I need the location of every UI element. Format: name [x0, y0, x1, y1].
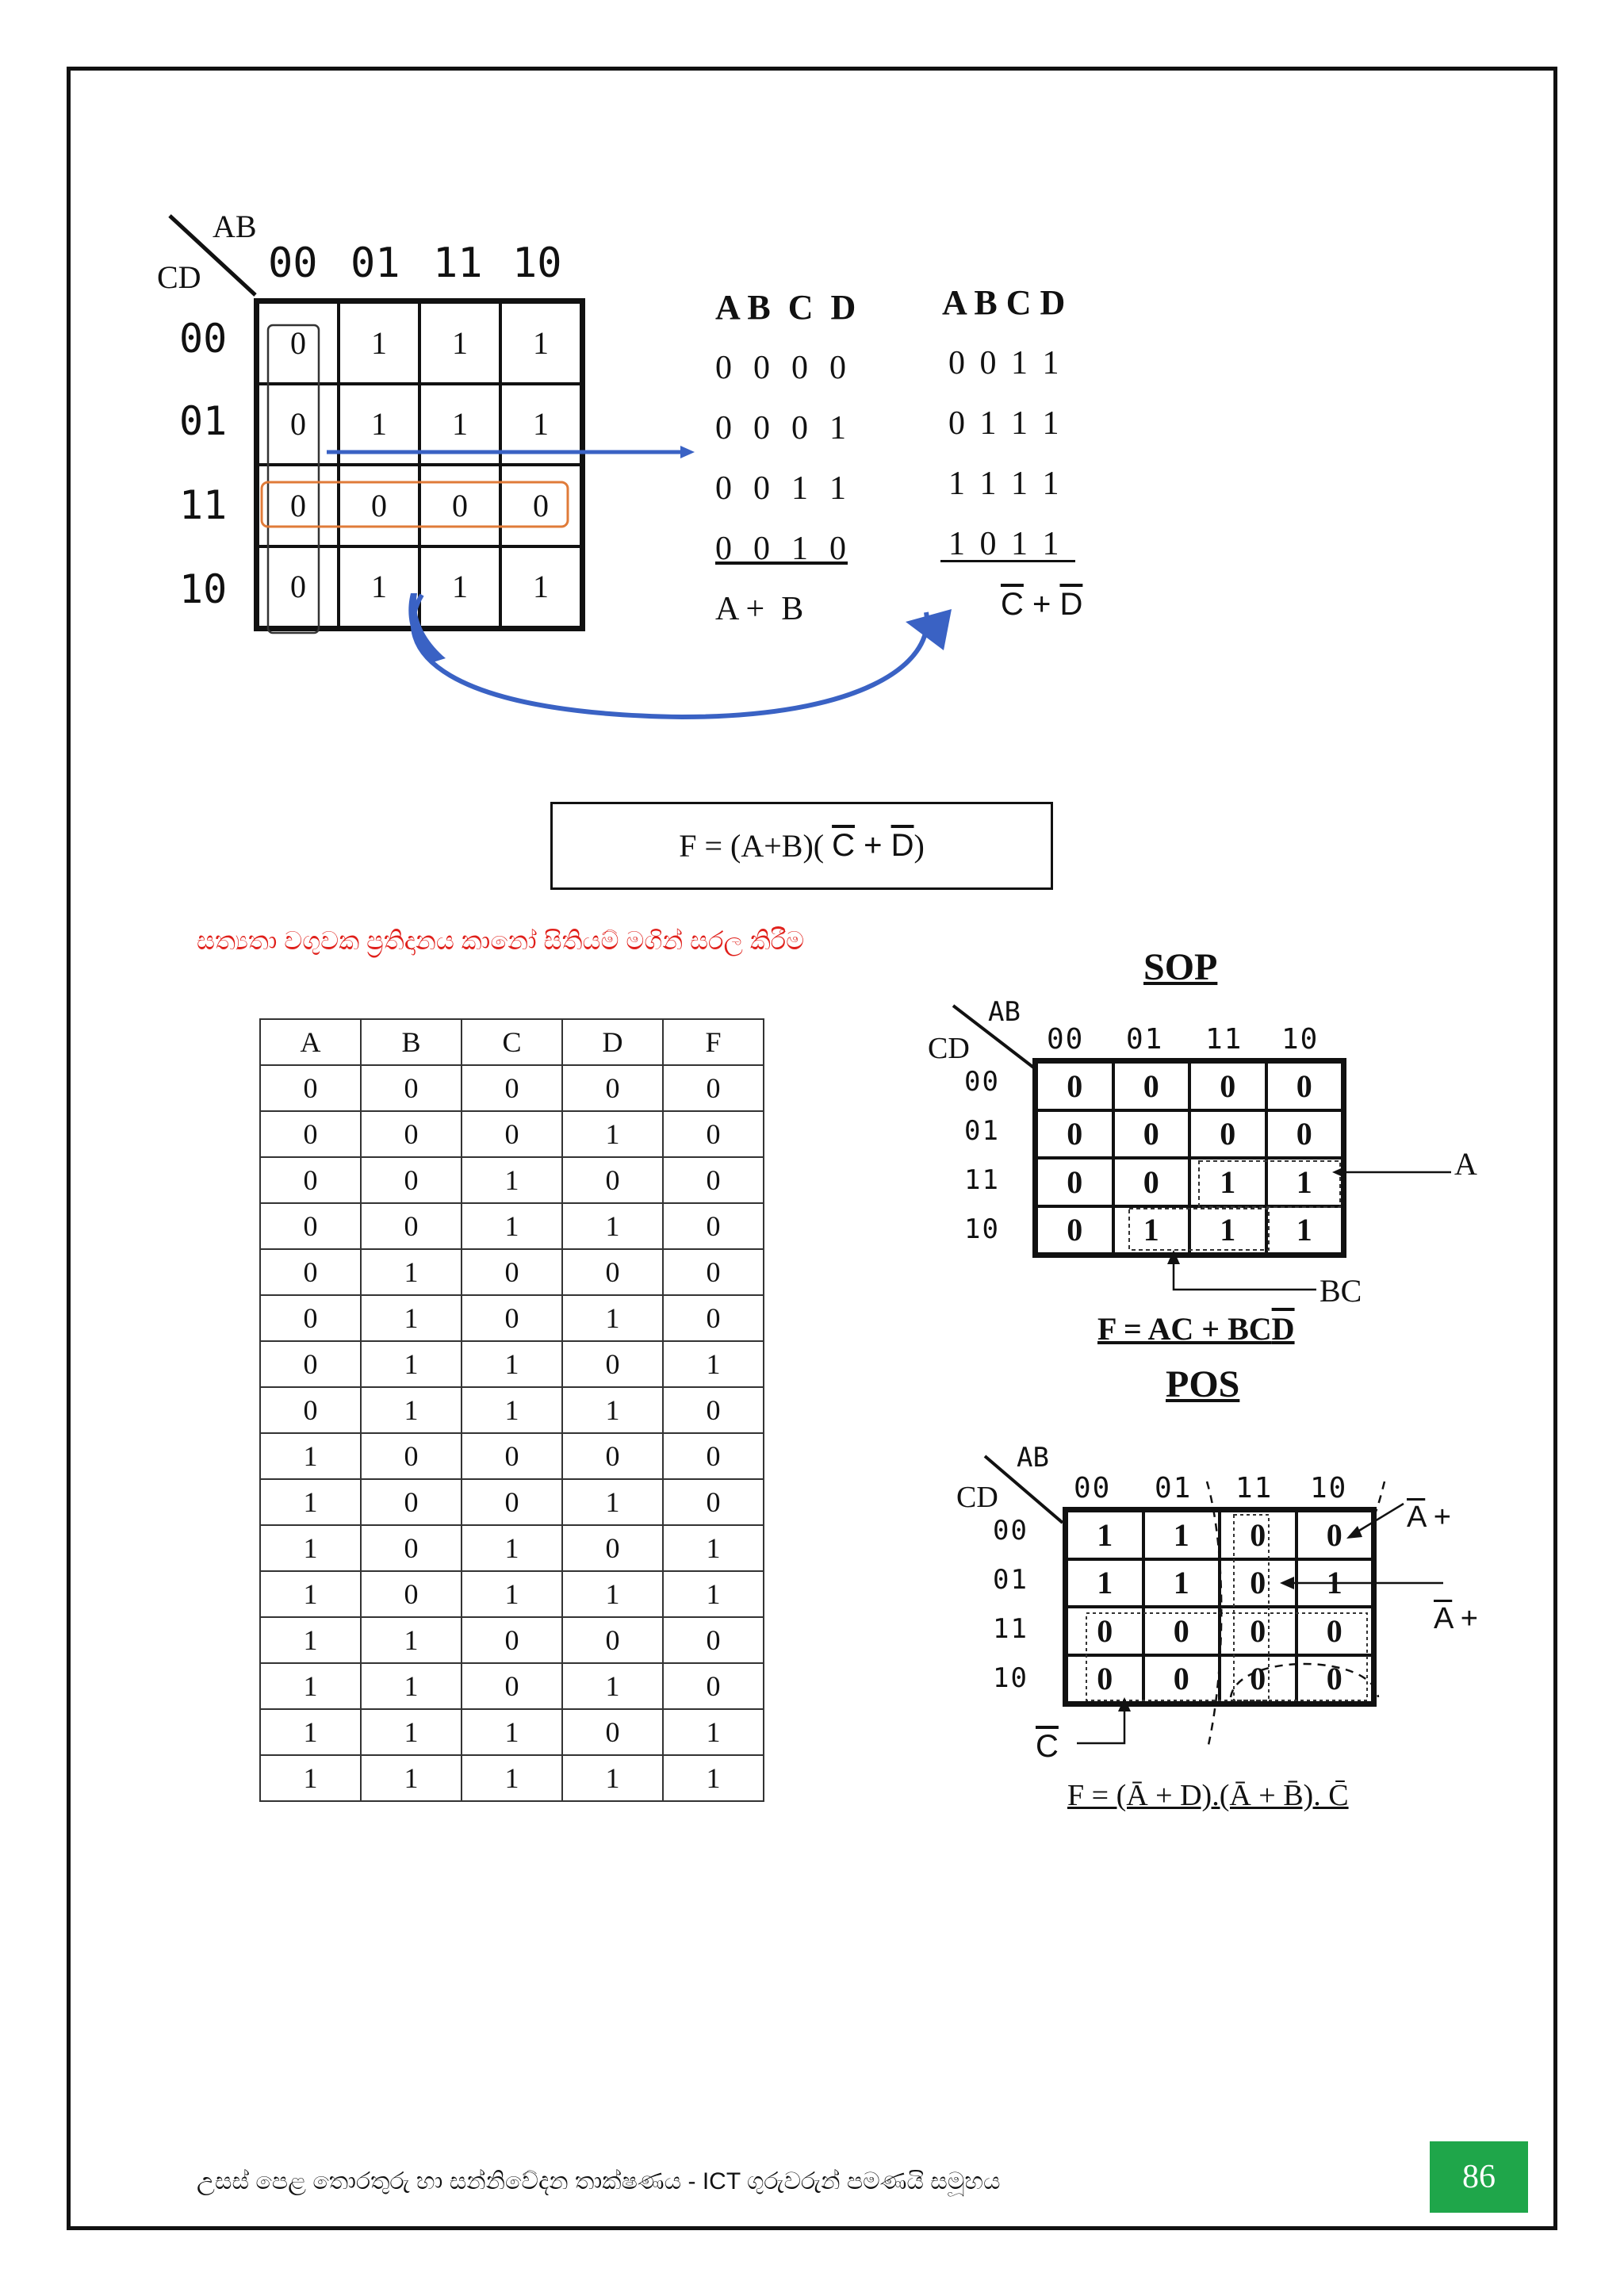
sop-col-header: 00	[1047, 1023, 1085, 1056]
truth-table-header: F	[663, 1019, 764, 1065]
group2-result-d: $\overline{D}$	[1059, 587, 1083, 622]
sop-cell: 1	[1266, 1158, 1343, 1206]
truth-table-cell: 1	[260, 1663, 361, 1709]
group2-result-plus: +	[1023, 587, 1060, 622]
group1-result: A + B	[715, 591, 804, 627]
truth-table-cell: 0	[260, 1295, 361, 1341]
pos-label-a2-letter: $\overline{A}$	[1434, 1602, 1453, 1635]
sop-col-header: 10	[1281, 1023, 1320, 1056]
pos-cell: 1	[1143, 1559, 1220, 1608]
truth-table-cell: 1	[462, 1341, 562, 1387]
pos-cell: 0	[1220, 1607, 1297, 1655]
truth-table-cell: 0	[663, 1617, 764, 1663]
truth-table-cell: 1	[260, 1479, 361, 1525]
truth-table-cell: 0	[462, 1065, 562, 1111]
pos-cell: 1	[1143, 1511, 1220, 1559]
truth-table-cell: 1	[361, 1387, 462, 1433]
kmap1-cell: 1	[339, 384, 419, 466]
pos-cell: 0	[1297, 1607, 1373, 1655]
pos-label-c-letter: $\overline{C}$	[1036, 1729, 1059, 1764]
truth-table-cell: 1	[462, 1387, 562, 1433]
pos-cell: 0	[1143, 1607, 1220, 1655]
group1-header: A B C D	[715, 288, 856, 327]
sop-col-header: 11	[1205, 1023, 1243, 1056]
final-formula-box	[550, 802, 1053, 890]
truth-table-cell: 0	[562, 1617, 663, 1663]
truth-table-cell: 0	[260, 1387, 361, 1433]
truth-table-header: D	[562, 1019, 663, 1065]
pos-col-header: 01	[1155, 1472, 1193, 1504]
kmap1-cell: 1	[500, 384, 581, 466]
truth-table-row	[260, 1203, 764, 1249]
truth-table-cell: 0	[361, 1433, 462, 1479]
truth-table-header: A	[260, 1019, 361, 1065]
truth-table-cell: 1	[562, 1295, 663, 1341]
pos-cell: 0	[1220, 1655, 1297, 1704]
truth-table-cell: 0	[260, 1203, 361, 1249]
truth-table-row	[260, 1111, 764, 1157]
truth-table-cell: 0	[462, 1111, 562, 1157]
kmap1-row-header: 10	[179, 566, 228, 612]
group1-row: 0 0 1 1	[715, 470, 848, 507]
truth-table-row	[260, 1755, 764, 1801]
truth-table-cell: 1	[361, 1617, 462, 1663]
truth-table-cell: 0	[462, 1249, 562, 1295]
kmap1-cell: 0	[258, 546, 339, 628]
sop-group-overlay	[1031, 1055, 1507, 1317]
truth-table-cell: 1	[663, 1571, 764, 1617]
sop-label-bc: BC	[1320, 1273, 1362, 1309]
truth-table-cell: 0	[361, 1479, 462, 1525]
truth-table-cell: 1	[260, 1571, 361, 1617]
truth-table-cell: 0	[562, 1709, 663, 1755]
pos-cell: 0	[1067, 1655, 1143, 1704]
truth-table-cell: 1	[260, 1755, 361, 1801]
truth-table-cell: 1	[260, 1617, 361, 1663]
truth-table-cell: 0	[663, 1433, 764, 1479]
kmap1-curved-arrow	[413, 595, 927, 717]
truth-table-row	[260, 1571, 764, 1617]
kmap1-cell: 0	[500, 465, 581, 546]
truth-table-cell: 0	[663, 1663, 764, 1709]
truth-table-cell: 1	[562, 1111, 663, 1157]
truth-table-cell: 0	[361, 1157, 462, 1203]
pos-dashed-curve-bottom	[1231, 1664, 1378, 1697]
kmap1-corner-col-label: CD	[157, 259, 201, 295]
pos-row-header: 11	[993, 1613, 1028, 1645]
group1-row: 0 0 0 1	[715, 410, 848, 447]
sop-cell: 0	[1036, 1206, 1113, 1255]
sop-corner-col-label: CD	[928, 1032, 970, 1065]
pos-col-header: 10	[1310, 1472, 1348, 1504]
pos-cell: 0	[1297, 1511, 1373, 1559]
pos-label-a1	[1407, 1501, 1451, 1535]
pos-label-a2	[1434, 1602, 1478, 1636]
truth-table	[259, 1018, 764, 1802]
pos-label-c	[1036, 1729, 1059, 1765]
truth-table-cell: 1	[562, 1663, 663, 1709]
group2-row: 0 0 1 1	[948, 345, 1063, 381]
truth-table-cell: 0	[361, 1065, 462, 1111]
kmap1-row-header: 01	[179, 398, 228, 444]
truth-table-cell: 1	[562, 1479, 663, 1525]
sop-cell: 0	[1036, 1062, 1113, 1110]
truth-table-cell: 1	[562, 1755, 663, 1801]
sop-cell: 0	[1113, 1110, 1190, 1159]
truth-table-cell: 0	[260, 1065, 361, 1111]
truth-table-cell: 0	[663, 1065, 764, 1111]
truth-table-cell: 0	[663, 1203, 764, 1249]
kmap1-cell: 0	[339, 465, 419, 546]
pos-label-a2-plus: +	[1452, 1602, 1478, 1635]
truth-table-cell: 1	[260, 1525, 361, 1571]
truth-table-row	[260, 1249, 764, 1295]
truth-table-cell: 1	[361, 1709, 462, 1755]
group2-result	[1001, 587, 1082, 623]
final-formula-plus: +	[854, 828, 891, 863]
sop-cell: 1	[1189, 1206, 1266, 1255]
kmap1-cell: 1	[339, 546, 419, 628]
pos-cell: 0	[1067, 1607, 1143, 1655]
truth-table-row	[260, 1479, 764, 1525]
truth-table-cell: 1	[663, 1755, 764, 1801]
pos-col-header: 00	[1074, 1472, 1112, 1504]
truth-table-cell: 1	[361, 1663, 462, 1709]
pos-row-header: 01	[993, 1564, 1028, 1596]
truth-table-cell: 0	[462, 1479, 562, 1525]
pos-cell: 1	[1067, 1511, 1143, 1559]
final-formula-c: $\overline{C}$	[832, 828, 855, 863]
final-formula-prefix: F = (A+B)(	[679, 828, 833, 864]
truth-table-cell: 1	[260, 1433, 361, 1479]
pos-group-col-11	[1234, 1515, 1269, 1700]
sop-arrow-bc-head	[1167, 1250, 1180, 1264]
final-formula-d: $\overline{D}$	[891, 828, 914, 863]
truth-table-cell: 1	[562, 1203, 663, 1249]
group1-row: 0 0 0 0	[715, 350, 848, 386]
truth-table-cell: 0	[361, 1203, 462, 1249]
truth-table-cell: 0	[361, 1571, 462, 1617]
kmap1-cell: 1	[339, 302, 419, 384]
kmap1-cell: 1	[500, 546, 581, 628]
sop-cell: 1	[1266, 1206, 1343, 1255]
kmap1-row-header: 00	[179, 316, 228, 362]
page-number: 86	[1430, 2141, 1528, 2213]
kmap1-row-header: 11	[179, 482, 228, 528]
kmap1-column-group	[268, 325, 319, 633]
truth-table-cell: 0	[562, 1065, 663, 1111]
group1-row: 0 0 1 0	[715, 531, 848, 567]
sop-arrow-bc-line	[1174, 1258, 1316, 1290]
pos-title: POS	[1166, 1363, 1240, 1405]
pos-label-a1-letter: $\overline{A}$	[1407, 1501, 1426, 1534]
group2-result-c: $\overline{C}$	[1001, 587, 1024, 622]
group2-underline	[940, 560, 1075, 562]
truth-table-cell: 0	[260, 1249, 361, 1295]
pos-arrow-a1-head	[1346, 1526, 1362, 1539]
sop-formula-d: D	[1271, 1311, 1295, 1347]
truth-table-cell: 0	[663, 1295, 764, 1341]
truth-table-cell: 0	[462, 1663, 562, 1709]
truth-table-cell: 1	[361, 1755, 462, 1801]
truth-table-cell: 1	[260, 1709, 361, 1755]
pos-row-header: 00	[993, 1515, 1028, 1547]
sop-group-ac	[1199, 1161, 1340, 1207]
pos-label-a1-plus: +	[1425, 1501, 1451, 1534]
truth-table-cell: 0	[462, 1617, 562, 1663]
pos-dashed-curve-right	[1372, 1481, 1385, 1520]
truth-table-cell: 0	[663, 1479, 764, 1525]
pos-corner-row-label: AB	[1017, 1442, 1049, 1474]
truth-table-cell: 0	[462, 1433, 562, 1479]
truth-table-cell: 1	[562, 1387, 663, 1433]
section-heading: සත්‍යතා වගුවක ප්‍රතිදානය කානෝ සිතියම් මගින් සරල කිරීම	[197, 926, 805, 955]
kmap1-arrow-head	[680, 446, 695, 458]
kmap1-cell: 1	[419, 302, 500, 384]
pos-group-rows-c	[1086, 1613, 1367, 1700]
truth-table-row	[260, 1525, 764, 1571]
group2-row: 0 1 1 1	[948, 405, 1063, 442]
truth-table-cell: 0	[663, 1387, 764, 1433]
sop-cell: 0	[1113, 1158, 1190, 1206]
truth-table-cell: 1	[462, 1525, 562, 1571]
sop-title: SOP	[1143, 946, 1218, 988]
group2-header: A B C D	[942, 283, 1066, 322]
sop-cell: 0	[1189, 1062, 1266, 1110]
kmap1-cell: 0	[258, 465, 339, 546]
truth-table-cell: 0	[361, 1111, 462, 1157]
truth-table-row	[260, 1387, 764, 1433]
truth-table-cell: 1	[361, 1249, 462, 1295]
truth-table-cell: 0	[361, 1525, 462, 1571]
sop-row-header: 11	[964, 1164, 1000, 1196]
pos-arrow-c-line	[1077, 1704, 1124, 1743]
truth-table-cell: 1	[361, 1341, 462, 1387]
truth-table-row	[260, 1341, 764, 1387]
sop-cell: 1	[1189, 1158, 1266, 1206]
truth-table-row	[260, 1709, 764, 1755]
kmap1-corner-row-label: AB	[213, 209, 257, 244]
truth-table-cell: 1	[462, 1157, 562, 1203]
pos-cell: 1	[1297, 1559, 1373, 1608]
kmap1-cell: 0	[258, 384, 339, 466]
sop-cell: 0	[1266, 1062, 1343, 1110]
truth-table-cell: 1	[562, 1571, 663, 1617]
truth-table-cell: 0	[462, 1295, 562, 1341]
truth-table-cell: 0	[260, 1341, 361, 1387]
truth-table-cell: 0	[562, 1433, 663, 1479]
truth-table-cell: 0	[562, 1157, 663, 1203]
kmap1-col-header: 00	[268, 240, 318, 287]
pos-cell: 0	[1220, 1559, 1297, 1608]
truth-table-row	[260, 1157, 764, 1203]
truth-table-cell: 1	[462, 1755, 562, 1801]
sop-cell: 1	[1113, 1206, 1190, 1255]
pos-cell: 0	[1297, 1655, 1373, 1704]
truth-table-header: C	[462, 1019, 562, 1065]
group2-row: 1 0 1 1	[948, 526, 1063, 562]
sop-arrow-a-head	[1332, 1166, 1346, 1179]
pos-formula: F = (Ā + D).(Ā + B̄). C̄	[1067, 1779, 1349, 1812]
pos-arrow-a2-head	[1280, 1577, 1294, 1589]
truth-table-cell: 0	[260, 1157, 361, 1203]
truth-table-cell: 1	[462, 1203, 562, 1249]
kmap1-col-header: 11	[433, 240, 483, 287]
kmap1-row-group	[262, 482, 568, 527]
kmap1-cell: 0	[258, 302, 339, 384]
sop-cell: 0	[1036, 1158, 1113, 1206]
group2-row: 1 1 1 1	[948, 466, 1063, 502]
sop-row-header: 10	[964, 1213, 1000, 1245]
final-formula-suffix: )	[914, 828, 925, 864]
pos-arrow-c-head	[1118, 1697, 1131, 1711]
truth-table-cell: 0	[663, 1157, 764, 1203]
truth-table-cell: 0	[562, 1525, 663, 1571]
truth-table-row	[260, 1433, 764, 1479]
sop-cell: 0	[1189, 1110, 1266, 1159]
sop-cell: 0	[1266, 1110, 1343, 1159]
kmap1-group-overlay	[238, 301, 1031, 730]
sop-cell: 0	[1113, 1062, 1190, 1110]
truth-table-row	[260, 1617, 764, 1663]
kmap1-col-header: 01	[350, 240, 400, 287]
truth-table-row	[260, 1295, 764, 1341]
truth-table-cell: 1	[663, 1525, 764, 1571]
truth-table-cell: 0	[663, 1249, 764, 1295]
truth-table-cell: 0	[562, 1249, 663, 1295]
truth-table-cell: 0	[260, 1111, 361, 1157]
sop-cell: 0	[1036, 1110, 1113, 1159]
kmap1-cell: 1	[500, 302, 581, 384]
truth-table-header: B	[361, 1019, 462, 1065]
truth-table-cell: 1	[361, 1295, 462, 1341]
truth-table-cell: 1	[462, 1571, 562, 1617]
sop-group-bcd	[1129, 1209, 1269, 1250]
kmap1-cell: 0	[419, 465, 500, 546]
pos-col-header: 11	[1235, 1472, 1274, 1504]
kmap1-cell: 1	[419, 384, 500, 466]
truth-table-cell: 0	[663, 1111, 764, 1157]
truth-table-cell: 0	[562, 1341, 663, 1387]
truth-table-row	[260, 1065, 764, 1111]
kmap1-cell: 1	[419, 546, 500, 628]
sop-formula-prefix: F = AC + BC	[1097, 1311, 1272, 1347]
pos-corner-col-label: CD	[956, 1481, 998, 1514]
sop-formula	[1097, 1310, 1295, 1347]
truth-table-cell: 1	[462, 1709, 562, 1755]
kmap1-col-header: 10	[512, 240, 562, 287]
sop-corner-row-label: AB	[988, 996, 1021, 1028]
sop-label-a: A	[1454, 1146, 1477, 1182]
truth-table-header-row	[260, 1019, 764, 1065]
pos-cell: 0	[1220, 1511, 1297, 1559]
sop-col-header: 01	[1126, 1023, 1164, 1056]
pos-cell: 0	[1143, 1655, 1220, 1704]
kmap1-curved-arrow-tail	[408, 593, 446, 662]
pos-row-header: 10	[993, 1662, 1028, 1694]
sop-row-header: 00	[964, 1066, 1000, 1098]
pos-cell: 1	[1067, 1559, 1143, 1608]
truth-table-cell: 1	[663, 1341, 764, 1387]
sop-row-header: 01	[964, 1115, 1000, 1147]
truth-table-row	[260, 1663, 764, 1709]
footer-text: උසස් පෙළ තොරතුරු හා සන්නිවේදන තාක්ෂණය - ICT ගුරුවරුන් පමණයි සමූහය	[197, 2168, 1001, 2194]
truth-table-cell: 1	[663, 1709, 764, 1755]
